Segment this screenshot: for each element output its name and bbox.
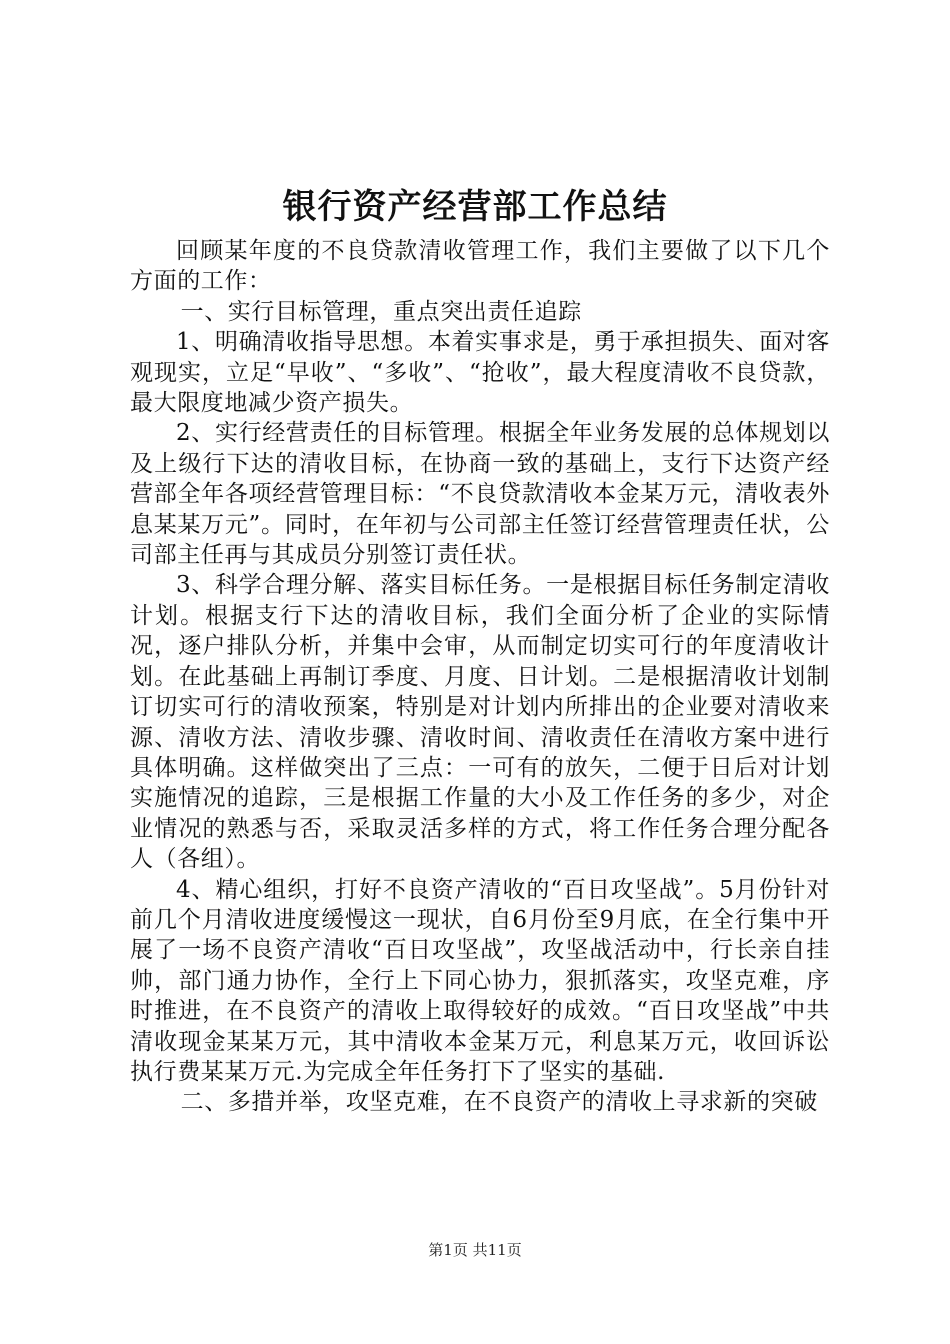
document-title: 银行资产经营部工作总结 <box>282 187 668 227</box>
paragraph-item-2: 2、实行经营责任的目标管理。根据全年业务发展的总体规划以及上级行下达的清收目标，在协商一致的基础上，支行下达资产经营部全年各项经营管理目标：“不良贷款清收本金某万元，清收表外息某某万元”。同时，在年初与公司部主任签订经营管理责任状，公司部主任再与其成员分别签订责任状。 <box>130 420 830 569</box>
paragraph-intro: 回顾某年度的不良贷款清收管理工作，我们主要做了以下几个方面的工作： <box>130 238 830 295</box>
paragraph-item-1: 1、明确清收指导思想。本着实事求是，勇于承担损失、面对客观现实，立足“早收”、“多收”、“抢收”，最大程度清收不良贷款，最大限度地减少资产损失。 <box>130 329 830 417</box>
document-body <box>130 236 830 1118</box>
section-heading-1: 一、实行目标管理，重点突出责任追踪 <box>180 298 582 325</box>
paragraph-item-3: 3、科学合理分解、落实目标任务。一是根据目标任务制定清收计划。根据支行下达的清收目标，我们全面分析了企业的实际情况，逐户排队分析，并集中会审，从而制定切实可行的年度清收计划。在此基础上再制订季度、月度、日计划。二是根据清收计划制订切实可行的清收预案，特别是对计划内所排出的企业要对清收来源、清收方法、清收步骤、清收时间、清收责任在清收方案中进行具体明确。这样做突出了三点：一可有的放矢，二便于日后对计划实施情况的追踪，三是根据工作量的大小及工作任务的多少，对企业情况的熟悉与否，采取灵活多样的方式，将工作任务合理分配各人（各组）。 <box>130 572 830 873</box>
page-number-footer: 第1页 共11页 <box>428 1241 522 1259</box>
section-heading-2: 二、多措并举，攻坚克难，在不良资产的清收上寻求新的突破 <box>180 1089 818 1116</box>
paragraph-item-4: 4、精心组织，打好不良资产清收的“百日攻坚战”。5月份针对前几个月清收进度缓慢这一现状，自6月份至9月底，在全行集中开展了一场不良资产清收“百日攻坚战”，攻坚战活动中，行长亲自挂帅，部门通力协作，全行上下同心协力，狠抓落实，攻坚克难，序时推进，在不良资产的清收上取得较好的成效。“百日攻坚战”中共清收现金某某万元，其中清收本金某万元，利息某万元，收回诉讼执行费某某万元.为完成全年任务打下了坚实的基础. <box>130 876 830 1085</box>
